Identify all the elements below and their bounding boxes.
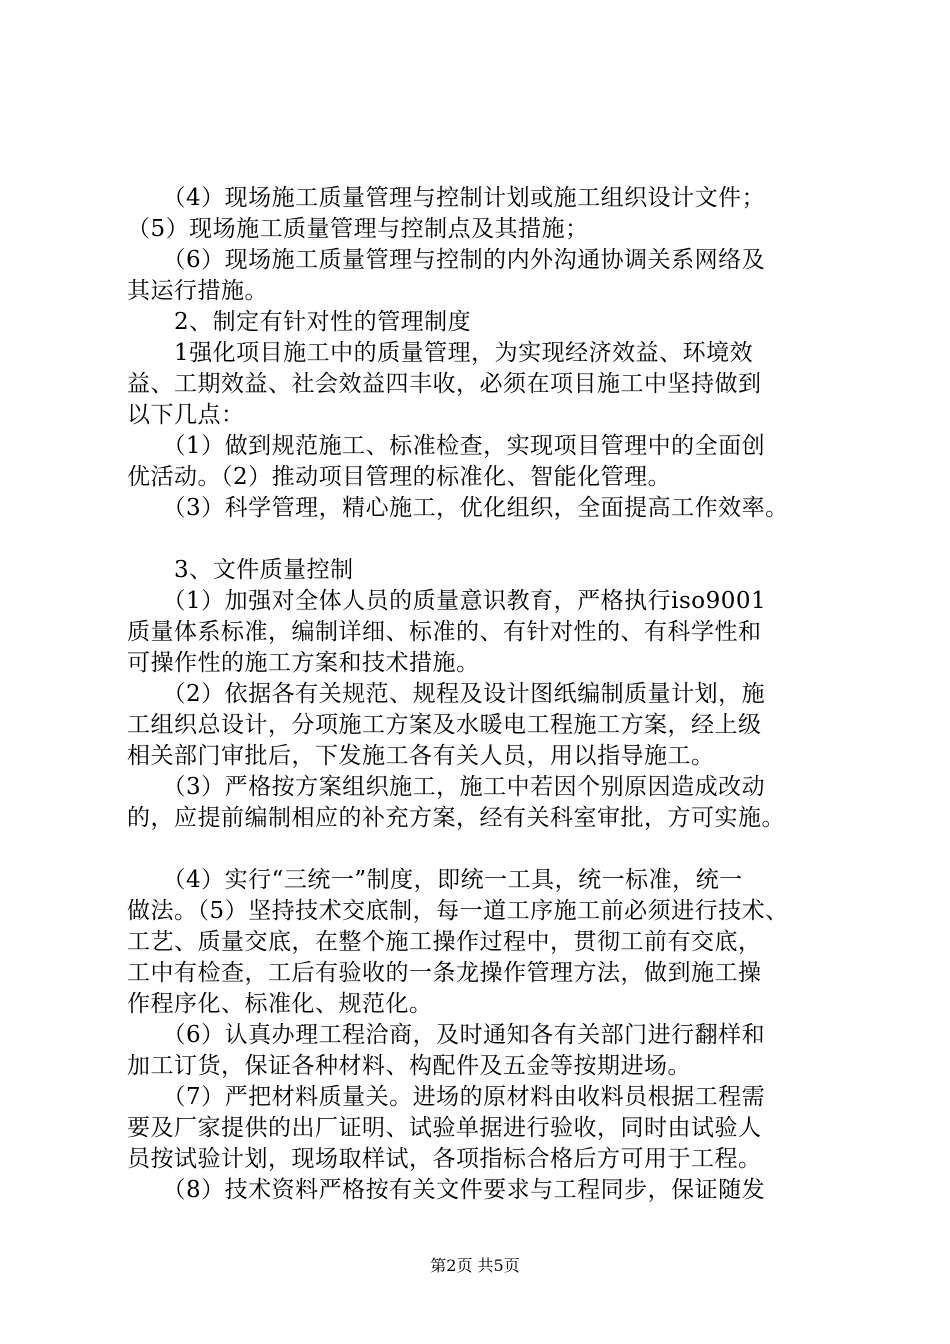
text-line: （4）实行“三统一”制度，即统一工具，统一标准，统一 — [127, 867, 743, 893]
text-line: （3）严格按方案组织施工，施工中若因个别原因造成改动 — [127, 774, 766, 800]
text-line: 可操作性的施工方案和技术措施。 — [127, 650, 480, 676]
text-line: 加工订货，保证各种材料、构配件及五金等按期进场。 — [127, 1053, 691, 1079]
text-line: 的，应提前编制相应的补充方案，经有关科室审批，方可实施。 — [127, 805, 785, 831]
blank-line — [127, 834, 839, 865]
text-line: 优活动。（2）推动项目管理的标准化、智能化管理。 — [127, 464, 672, 490]
text-line: （2）依据各有关规范、规程及设计图纸编制质量计划，施 — [127, 681, 766, 707]
text-line: 要及厂家提供的出厂证明、试验单据进行验收，同时由试验人 — [127, 1115, 762, 1141]
section-heading: 2、制定有针对性的管理制度 — [127, 309, 472, 335]
text-line: （5）现场施工质量管理与控制点及其措施； — [127, 216, 589, 242]
blank-line — [127, 524, 839, 555]
section-heading: 3、文件质量控制 — [127, 557, 354, 583]
text-line: （7）严把材料质量关。进场的原材料由收料员根据工程需 — [127, 1084, 766, 1110]
text-line: 工组织总设计，分项施工方案及水暖电工程施工方案，经上级 — [127, 712, 762, 738]
text-line: （1）做到规范施工、标准检查，实现项目管理中的全面创 — [127, 433, 766, 459]
text-line: 其运行措施。 — [127, 278, 268, 304]
text-line: 工中有检查，工后有验收的一条龙操作管理方法，做到施工操 — [127, 960, 762, 986]
text-line: （6）现场施工质量管理与控制的内外沟通协调关系网络及 — [127, 247, 766, 273]
text-line: （1）加强对全体人员的质量意识教育，严格执行iso9001 — [127, 588, 767, 614]
text-line: 益、工期效益、社会效益四丰收，必须在项目施工中坚持做到 — [127, 371, 762, 397]
text-line: （6）认真办理工程洽商，及时通知各有关部门进行翻样和 — [127, 1022, 766, 1048]
text-line: 1强化项目施工中的质量管理，为实现经济效益、环境效 — [127, 340, 754, 366]
text-line: （3）科学管理，精心施工，优化组织，全面提高工作效率。 — [127, 495, 789, 521]
text-line: 作程序化、标准化、规范化。 — [127, 991, 433, 1017]
text-line: 相关部门审批后，下发施工各有关人员，用以指导施工。 — [127, 743, 715, 769]
text-line: 工艺、质量交底，在整个施工操作过程中，贯彻工前有交底， — [127, 929, 762, 955]
text-line: 员按试验计划，现场取样试，各项指标合格后方可用于工程。 — [127, 1146, 762, 1172]
page-number-footer: 第2页 共5页 — [430, 1256, 520, 1275]
text-line: 以下几点： — [127, 402, 245, 428]
text-line: （4）现场施工质量管理与控制计划或施工组织设计文件； — [127, 185, 766, 211]
text-line: （8）技术资料严格按有关文件要求与工程同步，保证随发 — [127, 1177, 766, 1203]
text-line: 质量体系标准，编制详细、标准的、有针对性的、有科学性和 — [127, 619, 762, 645]
text-line: 做法。（5）坚持技术交底制，每一道工序施工前必须进行技术、 — [127, 898, 789, 924]
document-body — [127, 183, 839, 1206]
